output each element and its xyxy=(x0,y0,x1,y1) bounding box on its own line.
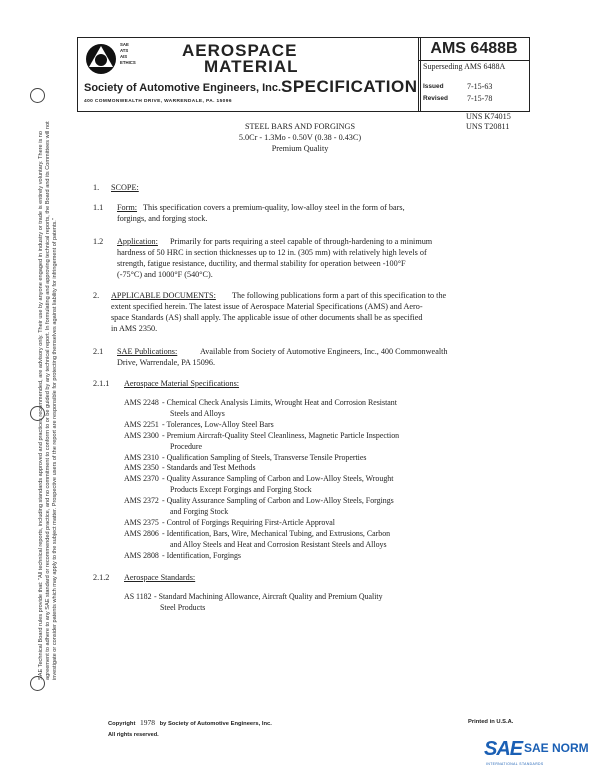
section-2-line: The following publications form a part of this specification to the xyxy=(232,291,447,300)
copyright-line xyxy=(108,718,272,727)
margin-notice: SAE Technical Board rules provide that: "All technical reports, including standards approved and practices recommended, are advisory only. Their use by anyone engaged in industry or trade is entirely voluntary. There is no agreement to adhere to any SAE standard or recommended practice, and no commitment to conform to or be guided by any technical report. In formulating and approving technical reports, the Board and its Committees will not investigate or consider patents which may apply to the subject matter. Prospective users of the report are responsible for protecting themselves against liability for infringement of patents." xyxy=(38,121,58,680)
ams-entry-title-line: - Quality Assurance Sampling of Carbon and Low-Alloy Steels, Wrought xyxy=(162,474,394,484)
ams-entry-title-line: - Chemical Check Analysis Limits, Wrought Heat and Corrosion Resistant xyxy=(162,398,397,407)
copyright-label: Copyright xyxy=(108,721,136,727)
title-aerospace: AEROSPACE xyxy=(182,41,298,60)
binder-hole-top xyxy=(30,88,45,103)
ams-entry-title-line: Procedure xyxy=(170,441,202,451)
uns-number-2: UNS T20811 xyxy=(466,122,510,131)
superseding: Superseding AMS 6488A xyxy=(423,62,506,71)
section-1-number: 1. xyxy=(93,183,100,192)
ams-entry-code: AMS 2808 xyxy=(124,550,159,560)
section-2-number: 2. xyxy=(93,291,100,300)
all-rights-reserved: All rights reserved. xyxy=(108,732,159,738)
ams-entry-code: AMS 2251 xyxy=(124,419,159,429)
ams-entry-title-line: and Forging Stock xyxy=(170,507,229,516)
logo-side-labels: SAE ATS AIS ETHICS xyxy=(120,42,136,65)
ams-entry-title-line: - Identification, Forgings xyxy=(162,550,241,560)
section-1-2-line: strength, fatigue resistance, ductility, and thermal stability for operation between -100°F xyxy=(117,259,406,268)
ams-entry-title-line: - Standards and Test Methods xyxy=(162,463,256,473)
ams-entry-code: AMS 2350 xyxy=(124,463,159,473)
section-2-1-2-number: 2.1.2 xyxy=(93,573,110,582)
watermark-text: SAE NORM xyxy=(524,741,589,755)
section-2-1-label: SAE Publications: xyxy=(117,347,178,356)
section-1-heading: SCOPE: xyxy=(111,183,139,192)
ams-entry-title-line: - Control of Forgings Requiring First-Article Approval xyxy=(162,517,335,527)
revised-label: Revised xyxy=(423,95,448,102)
section-1-2-label: Application: xyxy=(117,237,158,246)
ams-entry-title-line: - Qualification Sampling of Steels, Transverse Tensile Properties xyxy=(162,452,367,462)
header-right-box xyxy=(418,37,530,112)
ams-entry-code: AMS 2248 xyxy=(124,398,159,407)
revised-date: 7-15-78 xyxy=(467,94,493,103)
section-2-line: extent specified herein. The latest issue of Aerospace Material Specifications (AMS) and Aero- xyxy=(111,302,423,311)
sae-norm-watermark xyxy=(484,738,596,770)
section-2-1-2-label: Aerospace Standards: xyxy=(124,573,196,582)
section-2-1-number: 2.1 xyxy=(93,347,104,356)
section-2-1-line: Drive, Warrendale, PA 15096. xyxy=(117,358,216,367)
section-2-1-1-label: Aerospace Material Specifications: xyxy=(124,379,240,388)
ams-entry-title-line: and Alloy Steels and Heat and Corrosion Resistant Steels and Alloys xyxy=(170,539,387,549)
ams-entry-code: AMS 2370 xyxy=(124,474,159,484)
uns-number-1: UNS K74015 xyxy=(466,112,511,121)
spec-number: AMS 6488B xyxy=(430,40,518,57)
issued-date: 7-15-63 xyxy=(467,82,493,91)
section-1-1-label: Form: xyxy=(117,203,138,212)
copyright-year: 1978 xyxy=(140,718,155,727)
printed-in: Printed in U.S.A. xyxy=(468,719,514,725)
section-2-1-line: Available from Society of Automotive Engineers, Inc., 400 Commonwealth xyxy=(200,347,448,356)
spec-title-line1: STEEL BARS AND FORGINGS xyxy=(244,122,355,131)
watermark-subtext: INTERNATIONAL STANDARDS xyxy=(486,762,544,766)
section-2-label: APPLICABLE DOCUMENTS: xyxy=(111,291,216,300)
ams-entry-title-line: - Quality Assurance Sampling of Carbon and Low-Alloy Steels, Forgings xyxy=(162,496,394,506)
society-address: 400 COMMONWEALTH DRIVE, WARRENDALE, PA. 15096 xyxy=(84,99,232,104)
section-2-line: in AMS 2350. xyxy=(111,324,158,333)
ams-entry-title-line: Products Except Forgings and Forging Stock xyxy=(170,485,312,495)
section-2-1-1-number: 2.1.1 xyxy=(93,379,110,388)
ams-entry-code: AMS 2375 xyxy=(124,517,159,527)
ams-entry-title-line: Steels and Alloys xyxy=(170,408,225,418)
title-material: MATERIAL xyxy=(204,57,299,76)
ams-entry-title-line: - Premium Aircraft-Quality Steel Cleanliness, Magnetic Particle Inspection xyxy=(162,430,400,440)
as-entry-code: AS 1182 xyxy=(124,592,152,601)
ams-entry-code: AMS 2310 xyxy=(124,452,159,462)
ams-entry-code: AMS 2806 xyxy=(124,528,159,538)
copyright-by: by Society of Automotive Engineers, Inc. xyxy=(159,721,272,727)
spec-title-line3: Premium Quality xyxy=(271,144,329,153)
as-entry-title-line: Steel Products xyxy=(160,602,206,612)
section-1-2-line: Primarily for parts requiring a steel capable of through-hardening to a minimum xyxy=(170,237,433,246)
ams-entry-title-line: - Identification, Bars, Wire, Mechanical Tubing, and Extrusions, Carbon xyxy=(162,528,391,538)
section-2-line: space Standards (AS) shall apply. The applicable issue of other documents shall be as specified xyxy=(111,313,423,322)
watermark-logo: SAE xyxy=(484,738,523,760)
ams-entry-code: AMS 2372 xyxy=(124,496,159,506)
header-left-box xyxy=(77,37,421,112)
section-1-1-line: forgings, and forging stock. xyxy=(117,214,208,223)
issued-label: Issued xyxy=(423,83,444,90)
title-specification: SPECIFICATION xyxy=(281,77,418,96)
section-1-2-number: 1.2 xyxy=(93,237,104,246)
society-name: Society of Automotive Engineers, Inc. xyxy=(84,82,282,94)
ams-entry-title-line: - Tolerances, Low-Alloy Steel Bars xyxy=(162,419,274,429)
section-1-2-line: hardness of 50 HRC in section thicknesses up to 12 in. (305 mm) with relatively high levels of xyxy=(117,248,427,257)
ams-entry-code: AMS 2300 xyxy=(124,430,159,440)
spec-title-line2: 5.0Cr - 1.3Mo - 0.50V (0.38 - 0.43C) xyxy=(238,133,362,142)
header-divider xyxy=(419,60,529,61)
sae-logo xyxy=(85,43,117,75)
section-1-1-line: This specification covers a premium-quality, low-alloy steel in the form of bars, xyxy=(143,203,405,212)
section-1-1-number: 1.1 xyxy=(93,203,104,212)
as-entry-title-line: - Standard Machining Allowance, Aircraft Quality and Premium Quality xyxy=(154,592,383,601)
section-1-2-line: (-75°C) and 1000°F (540°C). xyxy=(117,270,213,279)
